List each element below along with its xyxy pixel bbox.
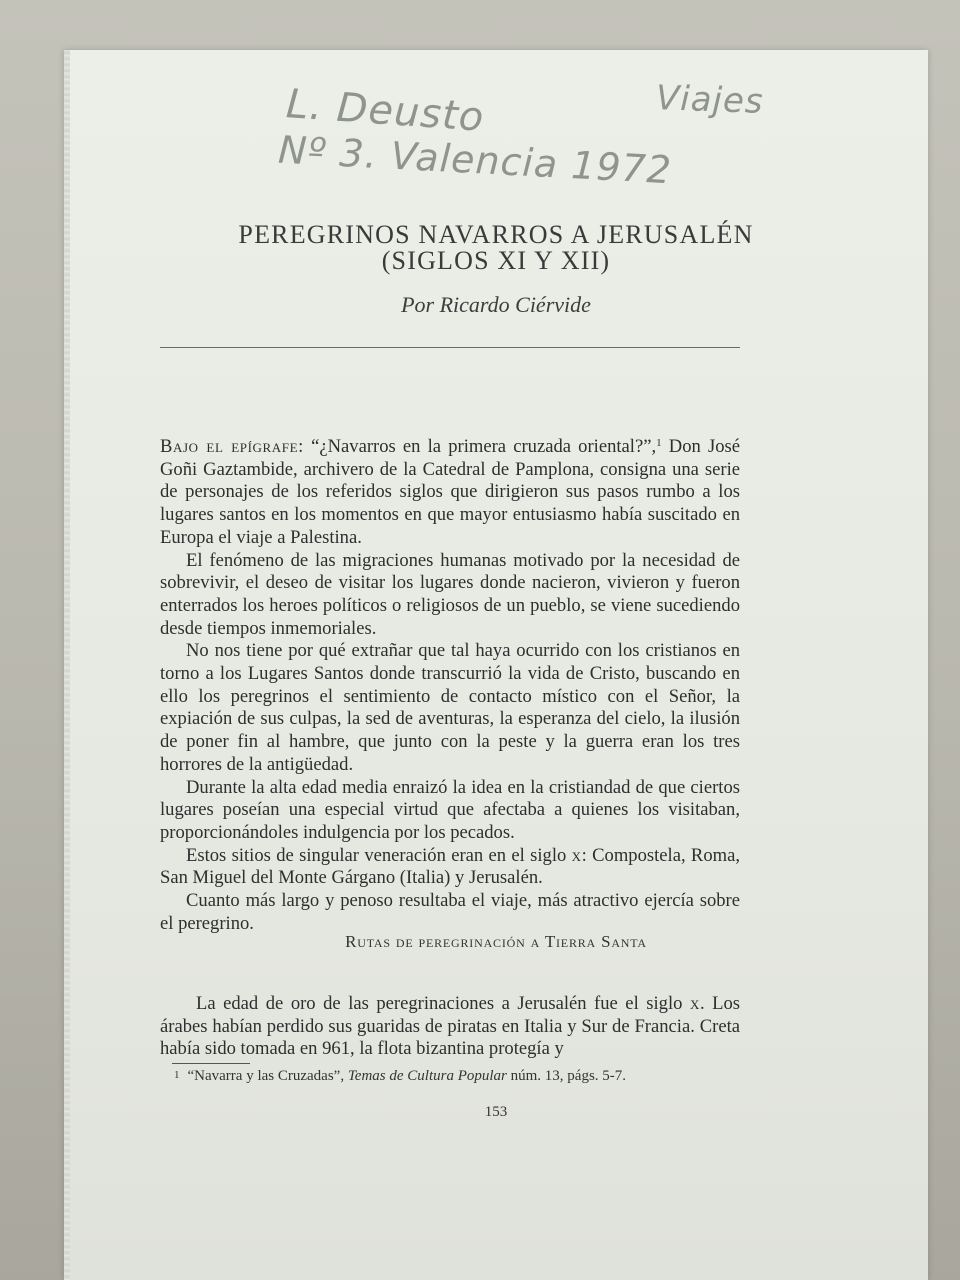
- paragraph-text: : Compostela, Roma, San Miguel del Monte Gárgano (Italia) y Jerusalén.: [160, 844, 740, 889]
- century-numeral: x: [571, 844, 582, 866]
- title-divider: [160, 347, 740, 348]
- footnote-source: Temas de Cultura Popular: [347, 1068, 507, 1084]
- epigraph-quote: “¿Navarros en la primera cruzada oriental?”,: [303, 436, 657, 457]
- footnote-reference: 1: [656, 437, 662, 449]
- paragraph: Durante la alta edad media enraizó la idea en la cristiandad de que ciertos lugares poseían una especial virtud que afectaba a quienes los visitaban, proporcionándoles indulgencia por los pecados.: [160, 776, 740, 843]
- epigraph-lead: Bajo el epígrafe:: [160, 436, 304, 457]
- century-numeral: x: [689, 993, 700, 1014]
- paragraph: El fenómeno de las migraciones humanas motivado por la necesidad de sobrevivir, el deseo de visitar los lugares donde nacieron, vivieron y fueron enterrados los heroes políticos o religiosos de un pueblo, se viene sucediendo desde tiempos inmemoriales.: [160, 549, 740, 639]
- article-author: Por Ricardo Ciérvide: [401, 292, 591, 317]
- page-number: 153: [484, 1104, 508, 1120]
- handwritten-issue-note: Nº 3. Valencia 1972: [277, 127, 674, 193]
- paragraph: [160, 432, 740, 550]
- handwritten-library-note: L. Deusto: [284, 81, 486, 141]
- footnote-divider: [172, 1063, 250, 1064]
- paragraph: No nos tiene por qué extrañar que tal haya ocurrido con los cristianos en torno a los Lugares Santos donde transcurrió la vida de Cristo, buscando en ello los peregrinos el sentimiento de contacto místico con el Señor, la expiación de sus culpas, la sed de aventuras, la esperanza del cielo, la ilusión de poner fin al hambre, que junto con la peste y la guerra eran los tres horrores de la antigüedad.: [160, 640, 740, 775]
- paragraph-text: Estos sitios de singular veneración eran en el siglo: [186, 844, 572, 866]
- handwritten-topic-note: Viajes: [655, 78, 765, 122]
- section-body: [160, 993, 740, 1061]
- document-page: [64, 50, 928, 1280]
- footnote: [174, 1068, 774, 1085]
- paragraph: Cuanto más largo y penoso resultaba el viaje, más atractivo ejercía sobre el peregrino.: [160, 890, 740, 934]
- article-title: PEREGRINOS NAVARROS A JERUSALÉN: [238, 220, 754, 249]
- paragraph: [160, 845, 740, 890]
- paragraph-text: La edad de oro de las peregrinaciones a Jerusalén fue el siglo: [196, 993, 690, 1014]
- paragraph-text: Don José Goñi Gaztambide, archivero de la Catedral de Pamplona, consigna una serie de personajes de los referidos siglos que dirigieron sus pasos rumbo a los lugares santos en los momentos en que mayor entusiasmo había suscitado en Europa el viaje a Palestina.: [160, 436, 740, 548]
- article-body: [160, 432, 740, 935]
- article-subtitle: (SIGLOS XI Y XII): [381, 246, 611, 275]
- footnote-text: “Navarra y las Cruzadas”,: [187, 1068, 348, 1084]
- section-heading: Rutas de peregrinación a Tierra Santa: [345, 932, 647, 951]
- footnote-text: núm. 13, págs. 5-7.: [506, 1068, 627, 1084]
- footnote-number: 1: [174, 1069, 180, 1081]
- paragraph-text: . Los árabes habían perdido sus guaridas de piratas en Italia y Sur de Francia. Creta había sido tomada en 961, la flota bizantina protegía y: [160, 993, 740, 1060]
- paragraph: [160, 993, 740, 1061]
